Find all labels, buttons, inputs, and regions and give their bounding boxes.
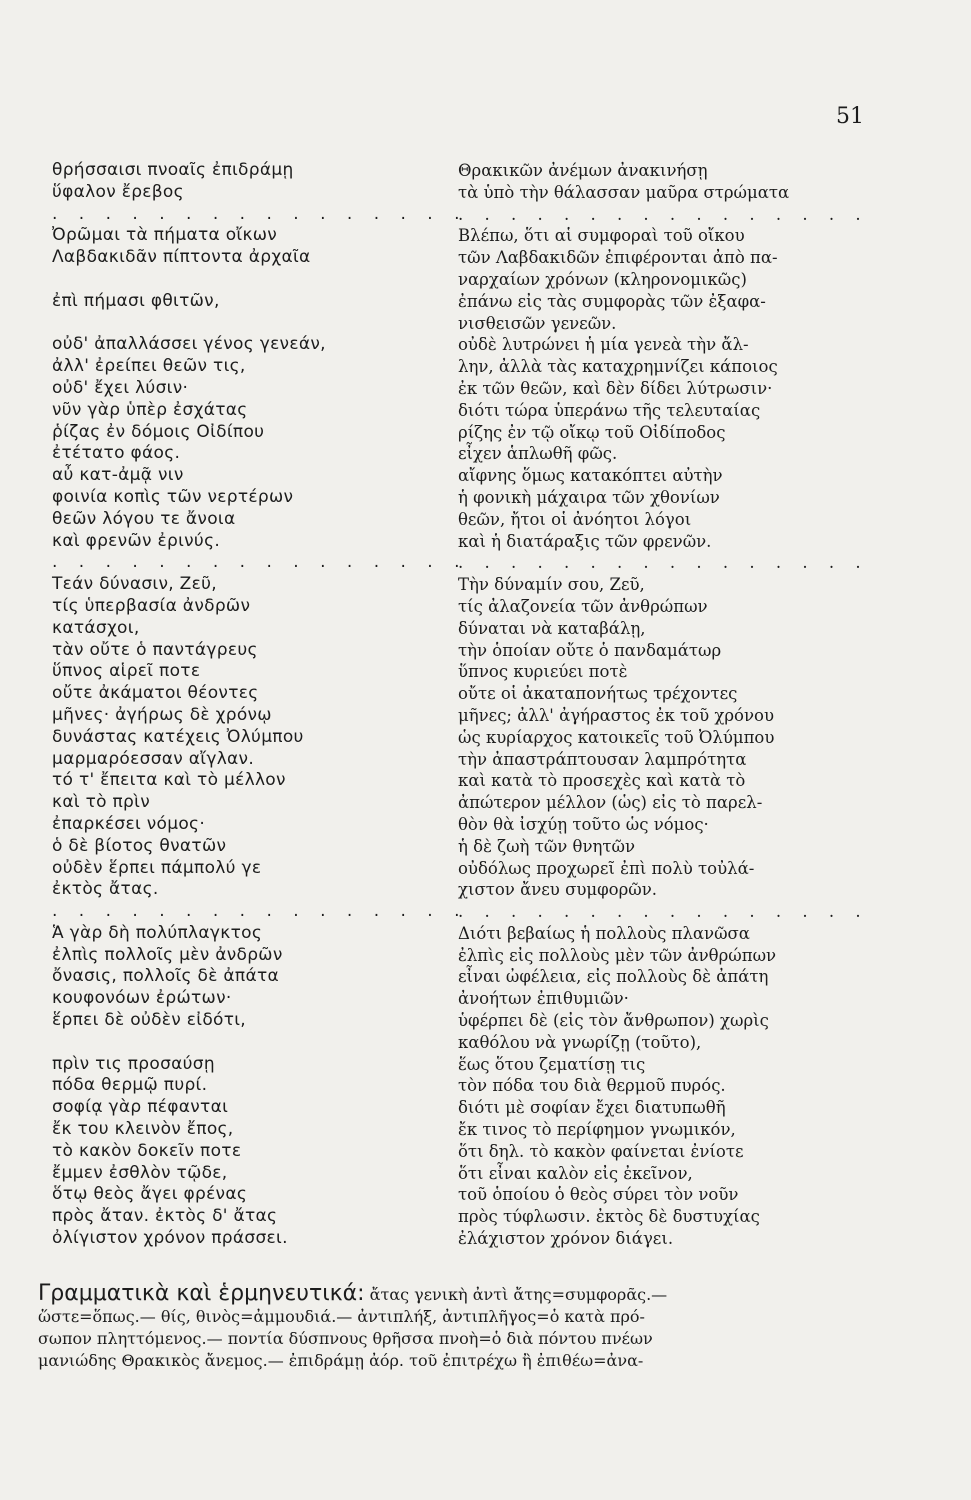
translation-line: ἐλπὶς εἰς πολλοὺς μὲν τῶν ἀνθρώπων bbox=[458, 945, 777, 965]
translation-line: δύναται νὰ καταβάλῃ, bbox=[458, 618, 646, 638]
verse-line: ὕπνος αἱρεῖ ποτε bbox=[52, 661, 201, 682]
translation-line: διότι μὲ σοφίαν ἔχει διατυπωθῆ bbox=[458, 1098, 726, 1118]
verse-line: ῥίζας ἐν δόμοις Οἰδίπου bbox=[52, 421, 265, 442]
translation-line: Βλέπω, ὅτι αἱ συμφοραὶ τοῦ οἴκου bbox=[458, 226, 745, 246]
verse-line: τίς ὑπερβασία ἀνδρῶν bbox=[52, 595, 251, 616]
translation-line: ἡ δὲ ζωὴ τῶν θνητῶν bbox=[458, 836, 636, 856]
verse-line bbox=[52, 313, 432, 335]
translation-line: χιστον ἄνευ συμφορῶν. bbox=[458, 880, 657, 900]
verse-line: Λαβδακιδᾶν πίπτοντα ἀρχαῖα bbox=[52, 247, 311, 268]
verse-line: ἀλλ' ἐρείπει θεῶν τις, bbox=[52, 356, 246, 377]
translation-line: αἴφνης ὅμως κατακόπτει αὐτὴν bbox=[458, 466, 723, 486]
verse-line: ἔμμεν ἐσθλὸν τῷδε, bbox=[52, 1162, 228, 1183]
verse-line: ἐπαρκέσει νόμος· bbox=[52, 813, 206, 834]
notes-line: σωπον πληττόμενος.— ποντία δύσπνους θρῆσσα πνοὴ=ὁ διὰ πόντου πνέων bbox=[38, 1329, 653, 1348]
verse-line: σοφίᾳ γὰρ πέφανται bbox=[52, 1097, 229, 1118]
verse-line bbox=[52, 1032, 432, 1054]
verse-line: πρὶν τις προσαύσῃ bbox=[52, 1053, 215, 1074]
translation-line: τὸν πόδα του διὰ θερμοῦ πυρός. bbox=[458, 1076, 726, 1096]
translation-line: μῆνες; ἀλλ' ἀγήραστος ἐκ τοῦ χρόνου bbox=[458, 705, 774, 725]
translation-line: . . . . . . . . . . . . . . . . bbox=[458, 204, 869, 224]
verse-line: κουφονόων ἐρώτων· bbox=[52, 988, 232, 1009]
verse-line: μῆνες· ἀγήρως δὲ χρόνῳ bbox=[52, 704, 272, 725]
translation-line: . . . . . . . . . . . . . . . . bbox=[458, 902, 869, 922]
verse-line: Ὀρῶμαι τὰ πήματα οἴκων bbox=[52, 225, 278, 246]
translation-line: οὐδὲ λυτρώνει ἡ μία γενεὰ τὴν ἄλ- bbox=[458, 335, 749, 355]
translation-line: νισθεισῶν γενεῶν. bbox=[458, 313, 617, 333]
translation-line: . . . . . . . . . . . . . . . . bbox=[458, 553, 869, 573]
translation-line: Διότι βεβαίως ἡ πολλοὺς πλανῶσα bbox=[458, 923, 750, 943]
translation-line: οὔτε οἱ ἀκαταπονήτως τρέχοντες bbox=[458, 684, 738, 704]
verse-line: οὐδ' ἀπαλλάσσει γένος γενεάν, bbox=[52, 334, 326, 355]
translation-line: ἐκ τῶν θεῶν, καὶ δὲν δίδει λύτρωσιν· bbox=[458, 378, 773, 398]
translation-line: ἡ φονικὴ μάχαιρα τῶν χθονίων bbox=[458, 487, 720, 507]
verse-line: θεῶν λόγου τε ἄνοια bbox=[52, 508, 236, 529]
ancient-text-column bbox=[52, 160, 468, 1250]
verse-line: ἐπὶ πήμασι φθιτῶν, bbox=[52, 290, 220, 311]
translation-column bbox=[458, 160, 868, 1250]
translation-line: εἶναι ὠφέλεια, εἰς πολλοὺς δὲ ἀπάτη bbox=[458, 967, 769, 987]
verse-line: ὕφαλον ἔρεβος bbox=[52, 181, 184, 202]
verse-line: ὀλίγιστον χρόνον πράσσει. bbox=[52, 1228, 288, 1249]
translation-line: ὡς κυρίαρχος κατοικεῖς τοῦ Ὀλύμπου bbox=[458, 727, 775, 747]
verse-line: κατάσχοι, bbox=[52, 617, 140, 638]
translation-line: ἀνοήτων ἐπιθυμιῶν· bbox=[458, 989, 629, 1009]
translation-line: Θρακικῶν ἀνέμων ἀνακινήσῃ bbox=[458, 161, 708, 180]
verse-line: ἐκτὸς ἄτας. bbox=[52, 879, 159, 900]
translation-line: τὴν ἀπαστράπτουσαν λαμπρότητα bbox=[458, 749, 747, 769]
verse-line: οὔτε ἀκάματοι θέοντες bbox=[52, 683, 259, 704]
translation-line: ὕπνος κυριεύει ποτὲ bbox=[458, 662, 628, 682]
translation-line: ἐπάνω εἰς τὰς συμφορὰς τῶν ἐξαφα- bbox=[458, 291, 766, 311]
verse-line: ἐλπὶς πολλοῖς μὲν ἀνδρῶν bbox=[52, 944, 283, 965]
translation-line: ἔκ τινος τὸ περίφημον γνωμικόν, bbox=[458, 1120, 736, 1140]
translation-line: ἀπώτερον μέλλον (ὡς) εἰς τὸ παρελ- bbox=[458, 793, 763, 813]
notes-line: ἄτας γενικὴ ἀντὶ ἄτης=συμφορᾶς.— bbox=[369, 1285, 668, 1304]
translation-line: Τὴν δύναμίν σου, Ζεῦ, bbox=[458, 575, 645, 595]
translation-line: θεῶν, ἤτοι οἱ ἀνόητοι λόγοι bbox=[458, 509, 692, 529]
translation-line: ναρχαίων χρόνων (κληρονομικῶς) bbox=[458, 269, 747, 289]
translation-line: τίς ἀλαζονεία τῶν ἀνθρώπων bbox=[458, 596, 708, 616]
verse-line: . . . . . . . . . . . . . . . . bbox=[52, 901, 468, 922]
verse-line: ἐτέτατο φάος. bbox=[52, 443, 181, 464]
verse-line: δυνάστας κατέχεις Ὀλύμπου bbox=[52, 726, 304, 747]
translation-line: οὐδόλως προχωρεῖ ἐπὶ πολὺ τοὐλά- bbox=[458, 858, 755, 878]
translation-line: ἕως ὅτου ζεματίσῃ τις bbox=[458, 1054, 646, 1074]
translation-line: ὅτι εἶναι καλὸν εἰς ἐκεῖνον, bbox=[458, 1163, 693, 1183]
translation-line: τῶν Λαβδακιδῶν ἐπιφέρονται ἀπὸ πα- bbox=[458, 248, 778, 268]
translation-line: ὅτι δηλ. τὸ κακὸν φαίνεται ἐνίοτε bbox=[458, 1141, 744, 1161]
verse-line: ἕρπει δὲ οὐδὲν εἰδότι, bbox=[52, 1010, 247, 1031]
notes-line: μανιώδης Θρακικὸς ἄνεμος.— ἐπιδράμῃ ἀόρ. τοῦ ἐπιτρέχω ἢ ἐπιθέω=ἀνα- bbox=[38, 1351, 644, 1370]
verse-line: ὅτῳ θεὸς ἄγει φρένας bbox=[52, 1184, 248, 1205]
translation-line: διότι τώρα ὑπεράνω τῆς τελευταίας bbox=[458, 400, 761, 420]
verse-line bbox=[52, 269, 432, 291]
translation-line: πρὸς τύφλωσιν. ἐκτὸς δὲ δυστυχίας bbox=[458, 1207, 760, 1227]
verse-line: πρὸς ἄταν. ἐκτὸς δ' ἄτας bbox=[52, 1206, 278, 1227]
verse-line: πόδα θερμῷ πυρί. bbox=[52, 1075, 208, 1096]
translation-line: ὑφέρπει δὲ (εἰς τὸν ἄνθρωπον) χωρὶς bbox=[458, 1011, 769, 1031]
notes-first-line bbox=[38, 1283, 918, 1306]
verse-line: τό τ' ἔπειτα καὶ τὸ μέλλον bbox=[52, 770, 286, 791]
translation-line: θὸν θὰ ἰσχύῃ τοῦτο ὡς νόμος· bbox=[458, 814, 709, 834]
verse-line: μαρμαρόεσσαν αἴγλαν. bbox=[52, 748, 255, 769]
translation-line: ἐλάχιστον χρόνον διάγει. bbox=[458, 1229, 674, 1249]
translation-line: ρίζης ἐν τῷ οἴκῳ τοῦ Οἰδίποδος bbox=[458, 422, 726, 442]
translation-line: λην, ἀλλὰ τὰς καταχρημνίζει κάποιος bbox=[458, 357, 778, 377]
verse-line: . . . . . . . . . . . . . . . . bbox=[52, 552, 468, 573]
verse-line: φοινία κοπὶς τῶν νερτέρων bbox=[52, 486, 294, 507]
verse-line: . . . . . . . . . . . . . . . . bbox=[52, 203, 468, 224]
grammar-notes bbox=[38, 1283, 918, 1372]
page-number: 51 bbox=[836, 104, 864, 129]
translation-line: καὶ κατὰ τὸ προσεχὲς καὶ κατὰ τὸ bbox=[458, 771, 746, 791]
translation-line: τὰ ὑπὸ τὴν θάλασσαν μαῦρα στρώματα bbox=[458, 182, 790, 202]
verse-line: ἔκ του κλεινὸν ἔπος, bbox=[52, 1119, 234, 1140]
verse-line: αὖ κατ-ἀμᾷ νιν bbox=[52, 465, 184, 486]
verse-line: καὶ τὸ πρὶν bbox=[52, 792, 150, 813]
verse-line: καὶ φρενῶν ἐρινύς. bbox=[52, 530, 221, 551]
verse-line: οὐδὲν ἕρπει πάμπολύ γε bbox=[52, 857, 262, 878]
translation-line: εἶχεν ἁπλωθῆ φῶς. bbox=[458, 444, 618, 464]
translation-line: τὴν ὁποίαν οὔτε ὁ πανδαμάτωρ bbox=[458, 640, 722, 660]
verse-line: τὸ κακὸν δοκεῖν ποτε bbox=[52, 1140, 242, 1161]
verse-line: νῦν γὰρ ὑπὲρ ἐσχάτας bbox=[52, 399, 248, 420]
verse-line: θρήσσαισι πνοαῖς ἐπιδράμῃ bbox=[52, 160, 294, 180]
notes-heading: Γραμματικὰ καὶ ἑρμηνευτικά: bbox=[38, 1281, 365, 1306]
verse-line: Ἁ γὰρ δὴ πολύπλαγκτος bbox=[52, 922, 263, 943]
translation-line: καθόλου νὰ γνωρίζῃ (τοῦτο), bbox=[458, 1032, 702, 1052]
verse-line: Τεάν δύνασιν, Ζεῦ, bbox=[52, 574, 217, 595]
verse-line: τὰν οὔτε ὁ παντάγρευς bbox=[52, 639, 258, 660]
verse-line: ὁ δὲ βίοτος θνατῶν bbox=[52, 835, 227, 856]
translation-line: τοῦ ὁποίου ὁ θεὸς σύρει τὸν νοῦν bbox=[458, 1185, 739, 1205]
notes-line: ὥστε=ὅπως.— θίς, θινὸς=ἀμμουδιά.— ἀντιπλήξ, ἀντιπλῆγος=ὁ κατὰ πρό- bbox=[38, 1307, 645, 1326]
verse-line: ὄνασις, πολλοῖς δὲ ἀπάτα bbox=[52, 966, 279, 987]
verse-line: οὐδ' ἔχει λύσιν· bbox=[52, 377, 189, 398]
translation-line: καὶ ἡ διατάραξις τῶν φρενῶν. bbox=[458, 531, 712, 551]
